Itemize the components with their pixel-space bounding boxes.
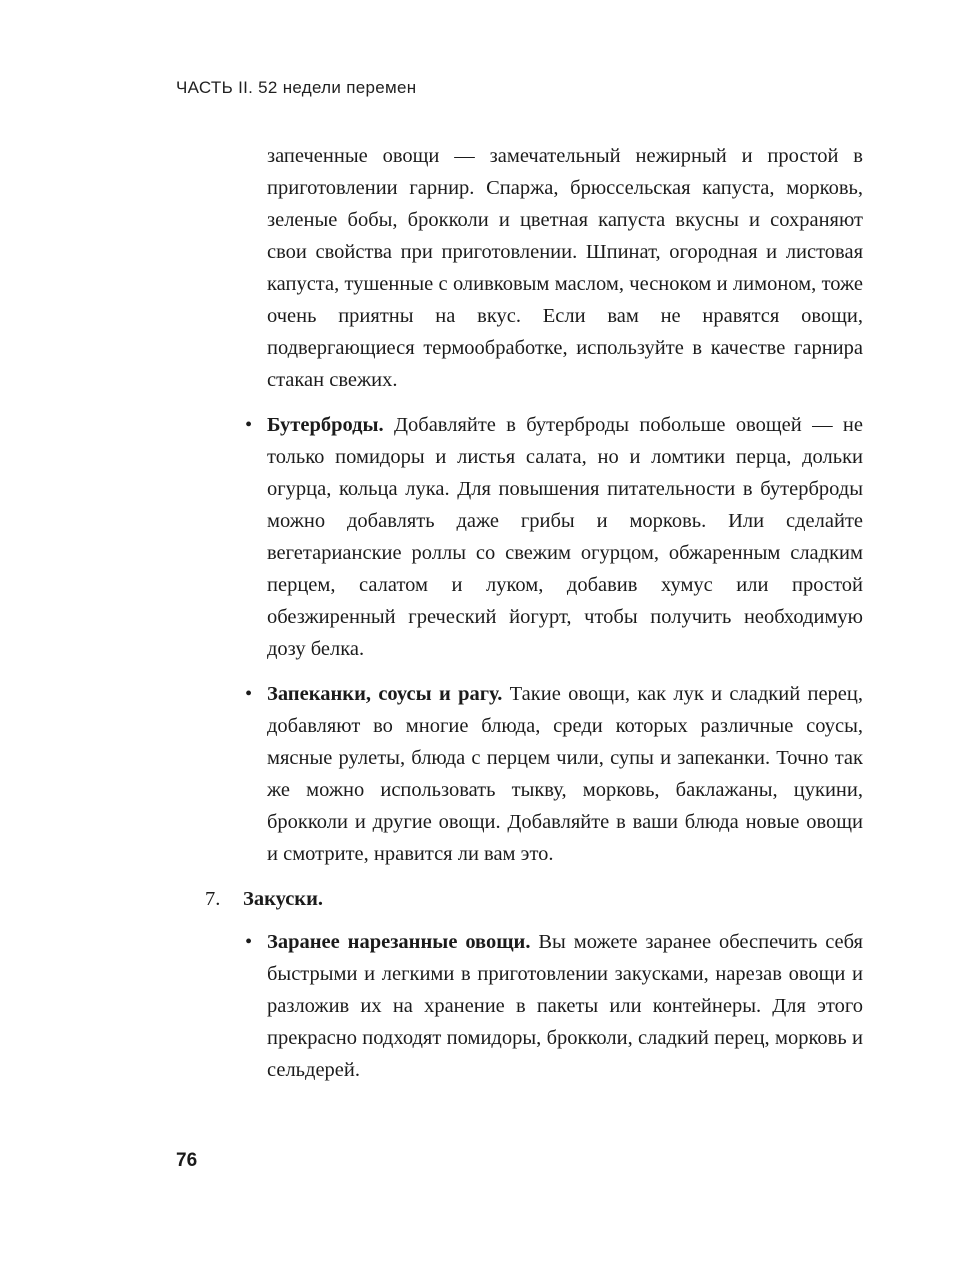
bullet-lead: Бутерброды. bbox=[267, 414, 384, 436]
bullet-lead: Запеканки, соусы и рагу. bbox=[267, 683, 503, 705]
numbered-list-item bbox=[205, 883, 863, 915]
bullet-icon: • bbox=[245, 931, 253, 953]
bullet-paragraph bbox=[267, 409, 863, 665]
list-item bbox=[205, 409, 863, 665]
bullet-paragraph bbox=[267, 678, 863, 870]
page-content bbox=[205, 140, 863, 1099]
running-header: ЧАСТЬ II. 52 недели перемен bbox=[176, 78, 417, 97]
list-item bbox=[205, 926, 863, 1086]
paragraph-continuation: запеченные овощи — замечательный нежирный и простой в приготовлении гарнир. Спаржа, брюссельская капуста, морковь, зеленые бобы, брокколи и цветная капуста вкусны и сохраняют свои свойства при приготовлении. Шпинат, огородная и листовая капуста, тушенные с оливковым маслом, чесноком и лимоном, тоже очень приятны на вкус. Если вам не нравятся овощи, подвергающиеся термообработке, используйте в качестве гарнира стакан свежих. bbox=[267, 145, 863, 391]
bullet-lead: Заранее нарезанные овощи. bbox=[267, 931, 531, 953]
bullet-icon: • bbox=[245, 683, 253, 705]
bullet-text: Такие овощи, как лук и сладкий перец, добавляют во многие блюда, среди которых различные соусы, мясные рулеты, блюда с перцем чили, супы и запеканки. Точно так же можно использовать тыкву, морковь, баклажаны, цукини, брокколи и другие овощи. Добавляйте в ваши блюда новые овощи и смотрите, нравится ли вам это. bbox=[267, 683, 863, 865]
page-number: 76 bbox=[176, 1150, 198, 1171]
bullet-text: Вы можете заранее обеспечить себя быстрыми и легкими в приготовлении закусками, нарезав овощи и разложив их на хранение в пакеты или контейнеры. Для этого прекрасно подходят помидоры, брокколи, сладкий перец, морковь и сельдерей. bbox=[267, 931, 863, 1081]
list-number: 7. bbox=[205, 888, 221, 910]
bullet-paragraph bbox=[267, 926, 863, 1086]
list-item bbox=[205, 678, 863, 870]
bullet-icon: • bbox=[245, 414, 253, 436]
bullet-text: Добавляйте в бутерброды побольше овощей — не только помидоры и листья салата, но и ломтики перца, дольки огурца, кольца лука. Для повышения питательности в бутерброды можно добавлять даже грибы и морковь. Или сделайте вегетарианские роллы со свежим огурцом, обжаренным сладким перцем, салатом и луком, добавив хумус или простой обезжиренный греческий йогурт, чтобы получить необходимую дозу белка. bbox=[267, 414, 863, 660]
numbered-item-label: Закуски. bbox=[243, 888, 324, 910]
